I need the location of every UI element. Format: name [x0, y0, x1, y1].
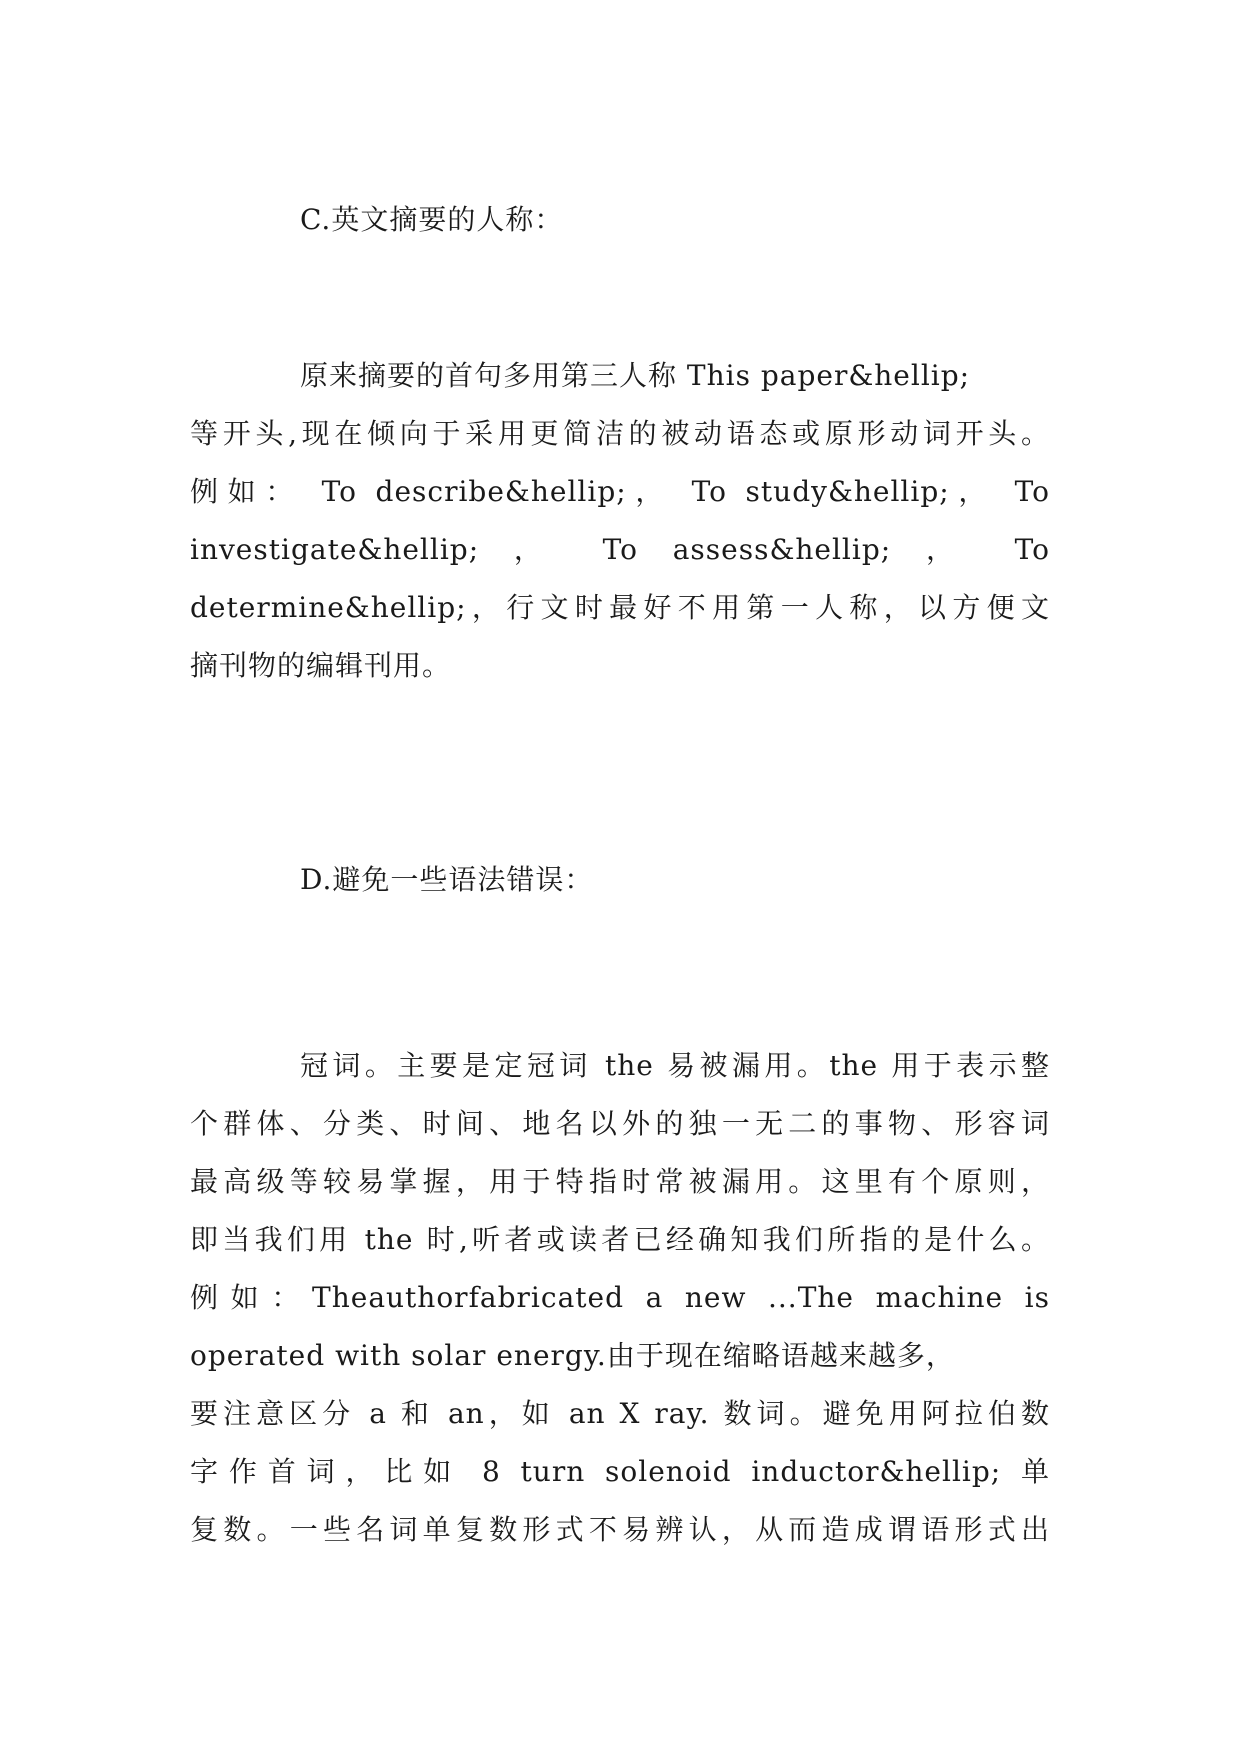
paragraph-line: 字作首词，比如 8 turn solenoid inductor&hellip; 单	[190, 1455, 1050, 1488]
section-d-paragraph	[190, 1037, 1050, 1559]
paragraph-line: 冠词。主要是定冠词 the 易被漏用。the 用于表示整	[300, 1049, 1050, 1082]
paragraph-line: operated with solar energy.由于现在缩略语越来越多，	[190, 1339, 955, 1372]
paragraph-line: 最高级等较易掌握，用于特指时常被漏用。这里有个原则，	[190, 1165, 1050, 1198]
paragraph-line: 摘刊物的编辑刊用。	[190, 649, 452, 682]
paragraph-line: determine&hellip;，行文时最好不用第一人称，以方便文	[190, 591, 1050, 624]
paragraph-line: 要注意区分 a 和 an，如 an X ray. 数词。避免用阿拉伯数	[190, 1397, 1050, 1430]
paragraph-line: 复数。一些名词单复数形式不易辨认，从而造成谓语形式出	[190, 1513, 1050, 1546]
section-c-paragraph	[190, 347, 1050, 695]
section-d-heading: D.避免一些语法错误：	[300, 863, 594, 896]
paragraph-line: 即当我们用 the 时,听者或读者已经确知我们所指的是什么。	[190, 1223, 1050, 1256]
paragraph-line: 等开头,现在倾向于采用更简洁的被动语态或原形动词开头。	[190, 417, 1050, 450]
paragraph-line: investigate&hellip; ， To assess&hellip; ， To	[190, 533, 1050, 566]
paragraph-line: 原来摘要的首句多用第三人称 This paper&hellip;	[300, 359, 971, 392]
paragraph-line: 例如： To describe&hellip;， To study&hellip;， To	[190, 475, 1050, 508]
section-c-heading: C.英文摘要的人称：	[300, 203, 564, 236]
paragraph-line: 例如：Theauthorfabricated a new ...The machine is	[190, 1281, 1050, 1314]
paragraph-line: 个群体、分类、时间、地名以外的独一无二的事物、形容词	[190, 1107, 1050, 1140]
